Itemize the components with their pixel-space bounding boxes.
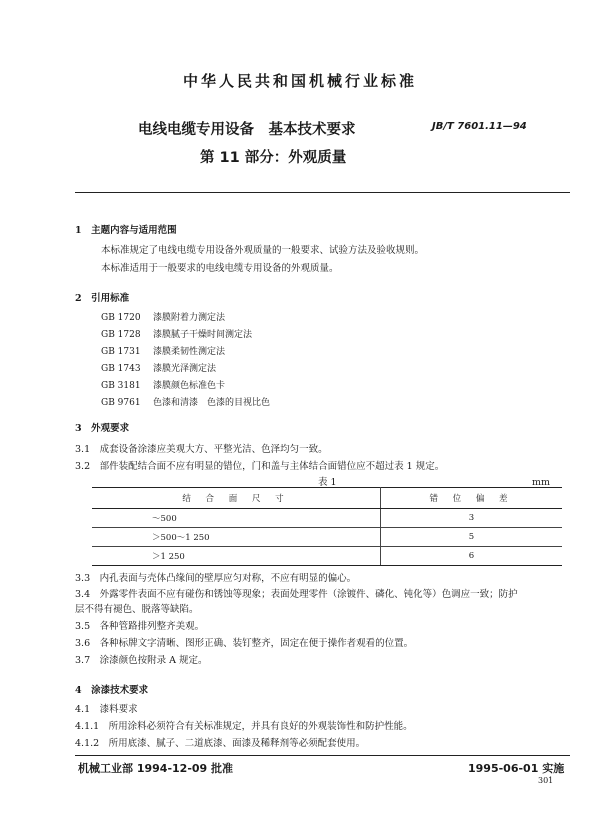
standard-org-title: 中华人民共和国机械行业标准: [182, 72, 417, 90]
clause-3-7: 3.7 涂漆颜色按附录 A 规定。: [75, 655, 208, 666]
clause-3-4: 3.4 外露零件表面不应有碰伤和锈蚀等现象；表面处理零件（涂镀件、磷化、钝化等）色调应一致；防护: [75, 589, 518, 600]
reference-item: GB 9761 色漆和清漆 色漆的目视比色: [101, 398, 271, 408]
clause-3-3: 3.3 内孔表面与壳体凸缘间的壁厚应匀对称，不应有明显的偏心。: [75, 573, 357, 584]
table-row: [92, 528, 562, 547]
approval-date: 机械工业部 1994-12-09 批准: [78, 762, 234, 775]
clause-3-4-cont: 层不得有褪色、脱落等缺陷。: [75, 604, 199, 615]
clause-3-1: 3.1 成套设备涂漆应美观大方、平整光洁、色泽均匀一致。: [75, 444, 328, 455]
table-header-cell: 错 位 偏 差: [381, 488, 563, 509]
table-row: [92, 547, 562, 566]
table-cell-size: ＞500～1 250: [92, 528, 381, 547]
page-number: 301: [538, 776, 554, 785]
tolerance-table: [92, 487, 562, 566]
footer-rule: [75, 755, 570, 756]
clause-3-2: 3.2 部件装配结合面不应有明显的错位，门和盖与主体结合面错位应不超过表 1 规定。: [75, 461, 445, 472]
clause-4-1-2: 4.1.2 所用底漆、腻子、二道底漆、面漆及稀释剂等必须配套使用。: [75, 738, 366, 749]
table-caption: 表 1: [318, 477, 337, 488]
table-cell-size: ～500: [92, 509, 381, 528]
table-header-cell: 结 合 面 尺 寸: [92, 488, 381, 509]
section-1-para-1: 本标准规定了电线电缆专用设备外观质量的一般要求、试验方法及验收规则。: [101, 245, 425, 256]
clause-4-1-1: 4.1.1 所用涂料必须符合有关标准规定，并具有良好的外观装饰性和防护性能。: [75, 721, 413, 732]
section-1-heading: 1 主题内容与适用范围: [75, 225, 177, 236]
reference-item: GB 1728 漆膜腻子干燥时间测定法: [101, 330, 253, 340]
table-cell-dev: 3: [381, 509, 563, 528]
clause-3-6: 3.6 各种标牌文字清晰、图形正确、装钉整齐，固定在便于操作者观看的位置。: [75, 638, 414, 649]
standard-code: JB/T 7601.11—94: [432, 121, 527, 132]
reference-item: GB 1731 漆膜柔韧性测定法: [101, 347, 226, 357]
table-unit: mm: [532, 477, 551, 488]
doc-title-line2: 第 11 部分：外观质量: [200, 150, 347, 166]
effective-date: 1995-06-01 实施: [468, 762, 565, 775]
clause-3-5: 3.5 各种管路排列整齐美观。: [75, 621, 205, 632]
table-cell-dev: 5: [381, 528, 563, 547]
reference-item: GB 1720 漆膜附着力测定法: [101, 313, 226, 323]
table-cell-dev: 6: [381, 547, 563, 566]
section-1-para-2: 本标准适用于一般要求的电线电缆专用设备的外观质量。: [101, 263, 339, 274]
reference-item: GB 1743 漆膜光泽测定法: [101, 364, 217, 374]
clause-4-1: 4.1 漆料要求: [75, 704, 138, 715]
header-rule: [75, 192, 570, 193]
section-4-heading: 4 涂漆技术要求: [75, 685, 149, 696]
section-2-heading: 2 引用标准: [75, 293, 130, 304]
reference-list: [101, 310, 270, 412]
table-row: [92, 509, 562, 528]
doc-title-line1: 电线电缆专用设备 基本技术要求: [138, 122, 356, 138]
table-cell-size: ＞1 250: [92, 547, 381, 566]
section-3-heading: 3 外观要求: [75, 423, 130, 434]
reference-item: GB 3181 漆膜颜色标准色卡: [101, 381, 226, 391]
table-header-row: [92, 488, 562, 509]
